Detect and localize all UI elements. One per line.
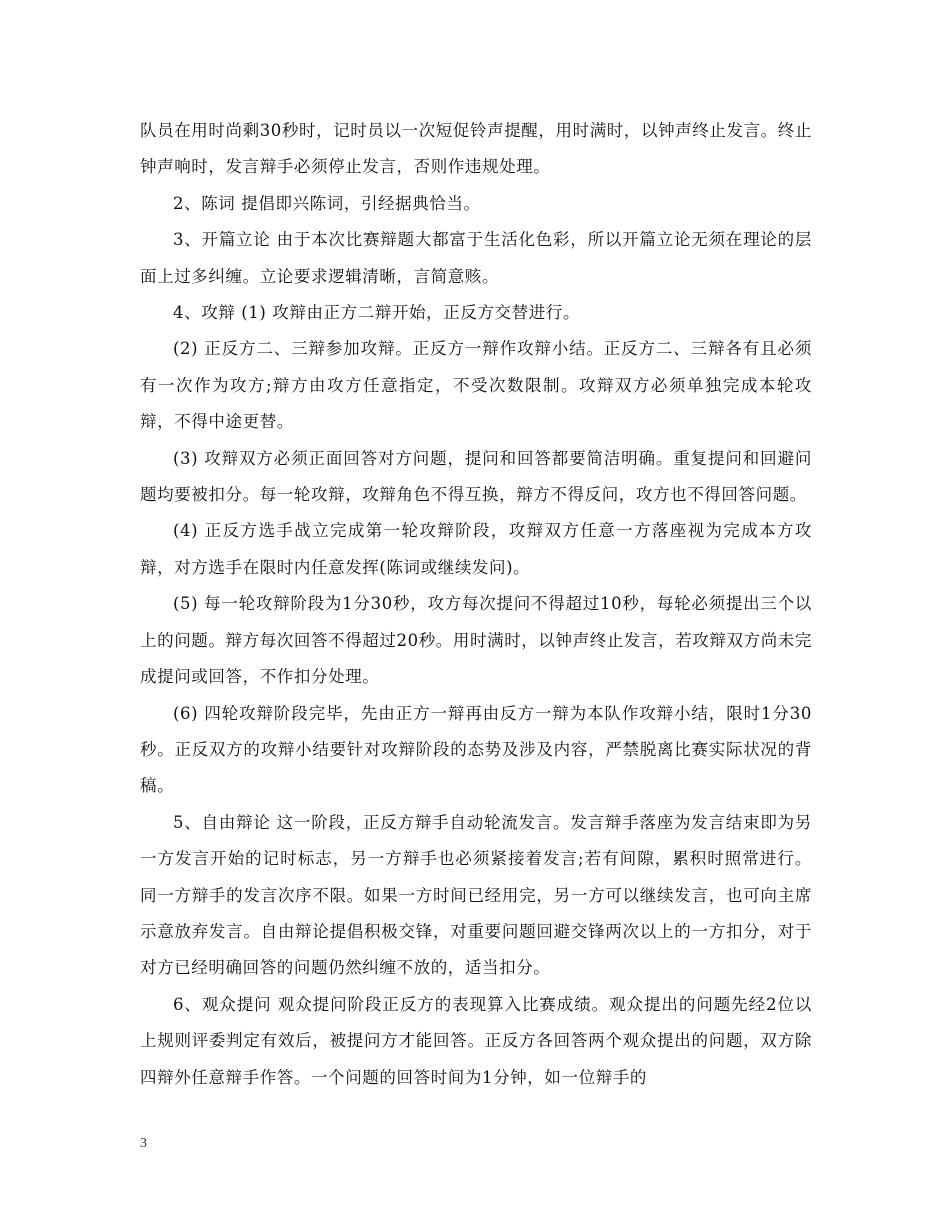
paragraph-continuation: 队员在用时尚剩30秒时，记时员以一次短促铃声提醒，用时满时，以钟声终止发言。终止钟声响时，发言辩手必须停止发言，否则作违规处理。 [140, 121, 812, 177]
paragraph-free-debate: 5、自由辩论 这一阶段，正反方辩手自动轮流发言。发言辩手落座为发言结束即为另一方发言开始的记时标志，另一方辩手也必须紧接着发言;若有间隙，累积时照常进行。同一方辩手的发言次序不限。如果一方时间已经用完，另一方可以继续发言，也可向主席示意放弃发言。自由辩论提倡积极交锋，对重要问题回避交锋两次以上的一方扣分，对于对方已经明确回答的问题仍然纠缠不放的，适当扣分。 [140, 812, 812, 978]
paragraph-cross-exam-6: (6) 四轮攻辩阶段完毕，先由正方一辩再由反方一辩为本队作攻辩小结，限时1分30秒。正反双方的攻辩小结要针对攻辩阶段的态势及涉及内容，严禁脱离比赛实际状况的背稿。 [140, 703, 812, 796]
paragraph-cross-exam-5: (5) 每一轮攻辩阶段为1分30秒，攻方每次提问不得超过10秒，每轮必须提出三个以上的问题。辩方每次回答不得超过20秒。用时满时，以钟声终止发言，若攻辩双方尚未完成提问或回答，不作扣分处理。 [140, 594, 812, 687]
paragraph-cross-exam-3: (3) 攻辩双方必须正面回答对方问题，提问和回答都要简洁明确。重复提问和回避问题均要被扣分。每一轮攻辩，攻辩角色不得互换，辩方不得反问，攻方也不得回答问题。 [140, 448, 812, 505]
paragraph-statement: 2、陈词 提倡即兴陈词，引经据典恰当。 [173, 193, 481, 213]
paragraph-audience-questions: 6、观众提问 观众提问阶段正反方的表现算入比赛成绩。观众提出的问题先经2位以上规则评委判定有效后，被提问方才能回答。正反方各回答两个观众提出的问题，双方除四辩外任意辩手作答。一个问题的回答时间为1分钟，如一位辩手的 [140, 994, 812, 1087]
paragraph-cross-exam-2: (2) 正反方二、三辩参加攻辩。正反方一辩作攻辩小结。正反方二、三辩各有且必须有一次作为攻方;辩方由攻方任意指定，不受次数限制。攻辩双方必须单独完成本轮攻辩，不得中途更替。 [140, 339, 812, 432]
paragraph-opening-argument: 3、开篇立论 由于本次比赛辩题大都富于生活化色彩，所以开篇立论无须在理论的层面上过多纠缠。立论要求逻辑清晰，言简意赅。 [140, 230, 812, 286]
page-number: 3 [140, 1136, 147, 1151]
paragraph-cross-exam-4: (4) 正反方选手战立完成第一轮攻辩阶段，攻辩双方任意一方落座视为完成本方攻辩，对方选手在限时内任意发挥(陈词或继续发问)。 [140, 521, 812, 577]
document-body [140, 113, 812, 1096]
paragraph-cross-examination: 4、攻辩 (1) 攻辩由正方二辩开始，正反方交替进行。 [173, 303, 581, 323]
